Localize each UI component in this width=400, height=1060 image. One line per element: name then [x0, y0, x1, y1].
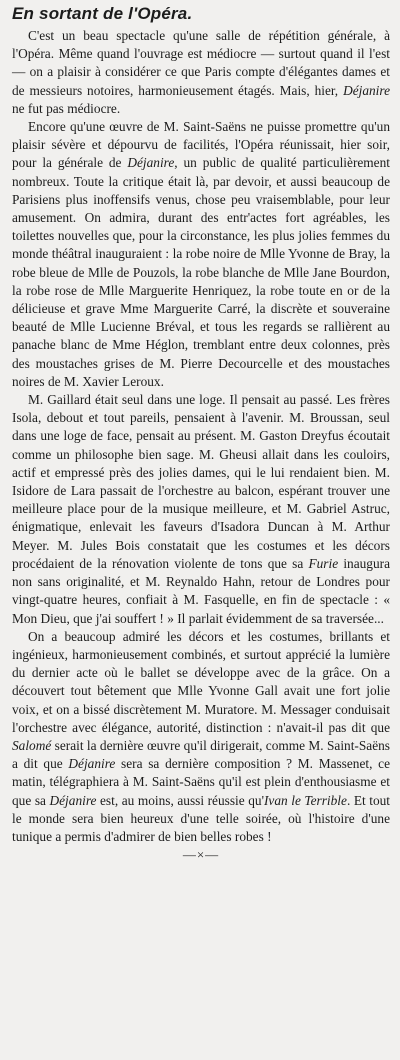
text-run: . Et tout le monde sera bien heureux d'une telle soirée, où l'histoire d'une tunique a permis d'admirer de bien belles robes !: [12, 792, 390, 844]
text-run: serait la dernière œuvre qu'il dirigerait, comme M. Saint-Saëns a dit que: [12, 737, 390, 772]
italic-title-run: Furie: [308, 555, 339, 571]
text-run: , un public de qualité particulièrement nombreux. Toute la critique était là, par devoir, et aussi beaucoup de Parisiens plus inoffensifs venus, chose peu vraisemblable, pour leur amusement. On admira, durant des entr'actes fort agréables, les toilettes nouvelles que, pour la circonstance, les plus jolies femmes du monde théâtral inauguraient : la robe noire de Mlle Yvonne de Bray, la robe bleue de Mlle de Pouzols, la robe blanche de Mlle Jane Bourdon, la robe rose de Mlle Marguerite Henriquez, la robe toute en or de la délicieuse et grave Mme Marguerite Carré, la discrète et souveraine beauté de Mlle Lucienne Bréval, et tous les regards se rallièrent au panache blanc de Mme Héglon, tremblant entre deux colonnes, près des moustaches grises de M. Pierre Decourcelle et des moustaches noires de M. Xavier Leroux.: [12, 155, 390, 389]
italic-title-run: Déjanire: [127, 155, 175, 171]
italic-title-run: Ivan le Terrible: [263, 792, 347, 808]
italic-title-run: Déjanire: [68, 756, 116, 772]
text-run: inaugura non sans originalité, et M. Reynaldo Hahn, retour de Londres pour vingt-quatre heures, confiait à M. Fasquelle, en fin de spectacle : « Mon Dieu, que j'ai souffert ! » Il parlait évidemment de sa traversée...: [12, 555, 391, 626]
end-ornament: —×—: [182, 847, 220, 863]
article-paragraph: [12, 628, 390, 846]
article-title: En sortant de l'Opéra.: [12, 4, 193, 23]
text-run: Encore qu'une œuvre de M. Saint-Saëns ne puisse promettre qu'un plaisir sévère et dépourvu de facilités, l'Opéra réunissait, hier soir, pour la générale de: [12, 119, 390, 171]
article-paragraph: [12, 391, 390, 628]
italic-title-run: Déjanire: [343, 82, 390, 98]
article-paragraph: [12, 27, 390, 118]
italic-title-run: Salomé: [12, 737, 52, 753]
text-run: ne fut pas médiocre.: [12, 100, 121, 116]
text-run: M. Gaillard était seul dans une loge. Il pensait au passé. Les frères Isola, debout et tout pareils, pensaient à l'avenir. M. Broussan, seul dans une loge de face, pensait au présent. M. Gaston Dreyfus écoutait comme un philosophe bien sage. M. Gheusi allait dans les couloirs, actif et empressé près des jolies dames, qui le lui rendaient bien. M. Isidore de Lara passait de l'orchestre au balcon, espérant trouver une meilleure place pour de la musique meilleure, et M. Gabriel Astruc, énigmatique, enlevait les faveurs d'Isadora Duncan à M. Arthur Meyer. M. Jules Bois constatait que les costumes et les décors procédaient de la rénovation violente de tons que sa: [12, 392, 390, 571]
text-run: On a beaucoup admiré les décors et les costumes, brillants et ingénieux, harmonieusement combinés, et surtout apprécié la lumière du dernier acte où le ballet se développe avec de la grâce. On a découvert tout bêtement que Mlle Yvonne Gall avait une fort jolie voix, et on a bissé discrètement M. Muratore. M. Messager conduisait l'orchestre avec élégance, autorité, distinction : n'avait-il pas dit que: [12, 628, 390, 735]
text-run: sera sa dernière composition ? M. Massenet, ce matin, télégraphiera à M. Saint-Saëns qu'il est plein d'enthousiasme et que sa: [12, 756, 390, 808]
text-run: est, au moins, aussi réussie qu': [96, 792, 264, 808]
article-body: [12, 27, 390, 846]
text-run: C'est un beau spectacle qu'une salle de répétition générale, à l'Opéra. Même quand l'ouvrage est médiocre — surtout quand il l'est — on a plaisir à considérer ce que Paris compte d'élégantes dames et de messieurs notoires, harmonieusement étagés. Mais, hier,: [12, 28, 390, 98]
italic-title-run: Déjanire: [49, 792, 97, 808]
article-paragraph: [12, 118, 390, 391]
